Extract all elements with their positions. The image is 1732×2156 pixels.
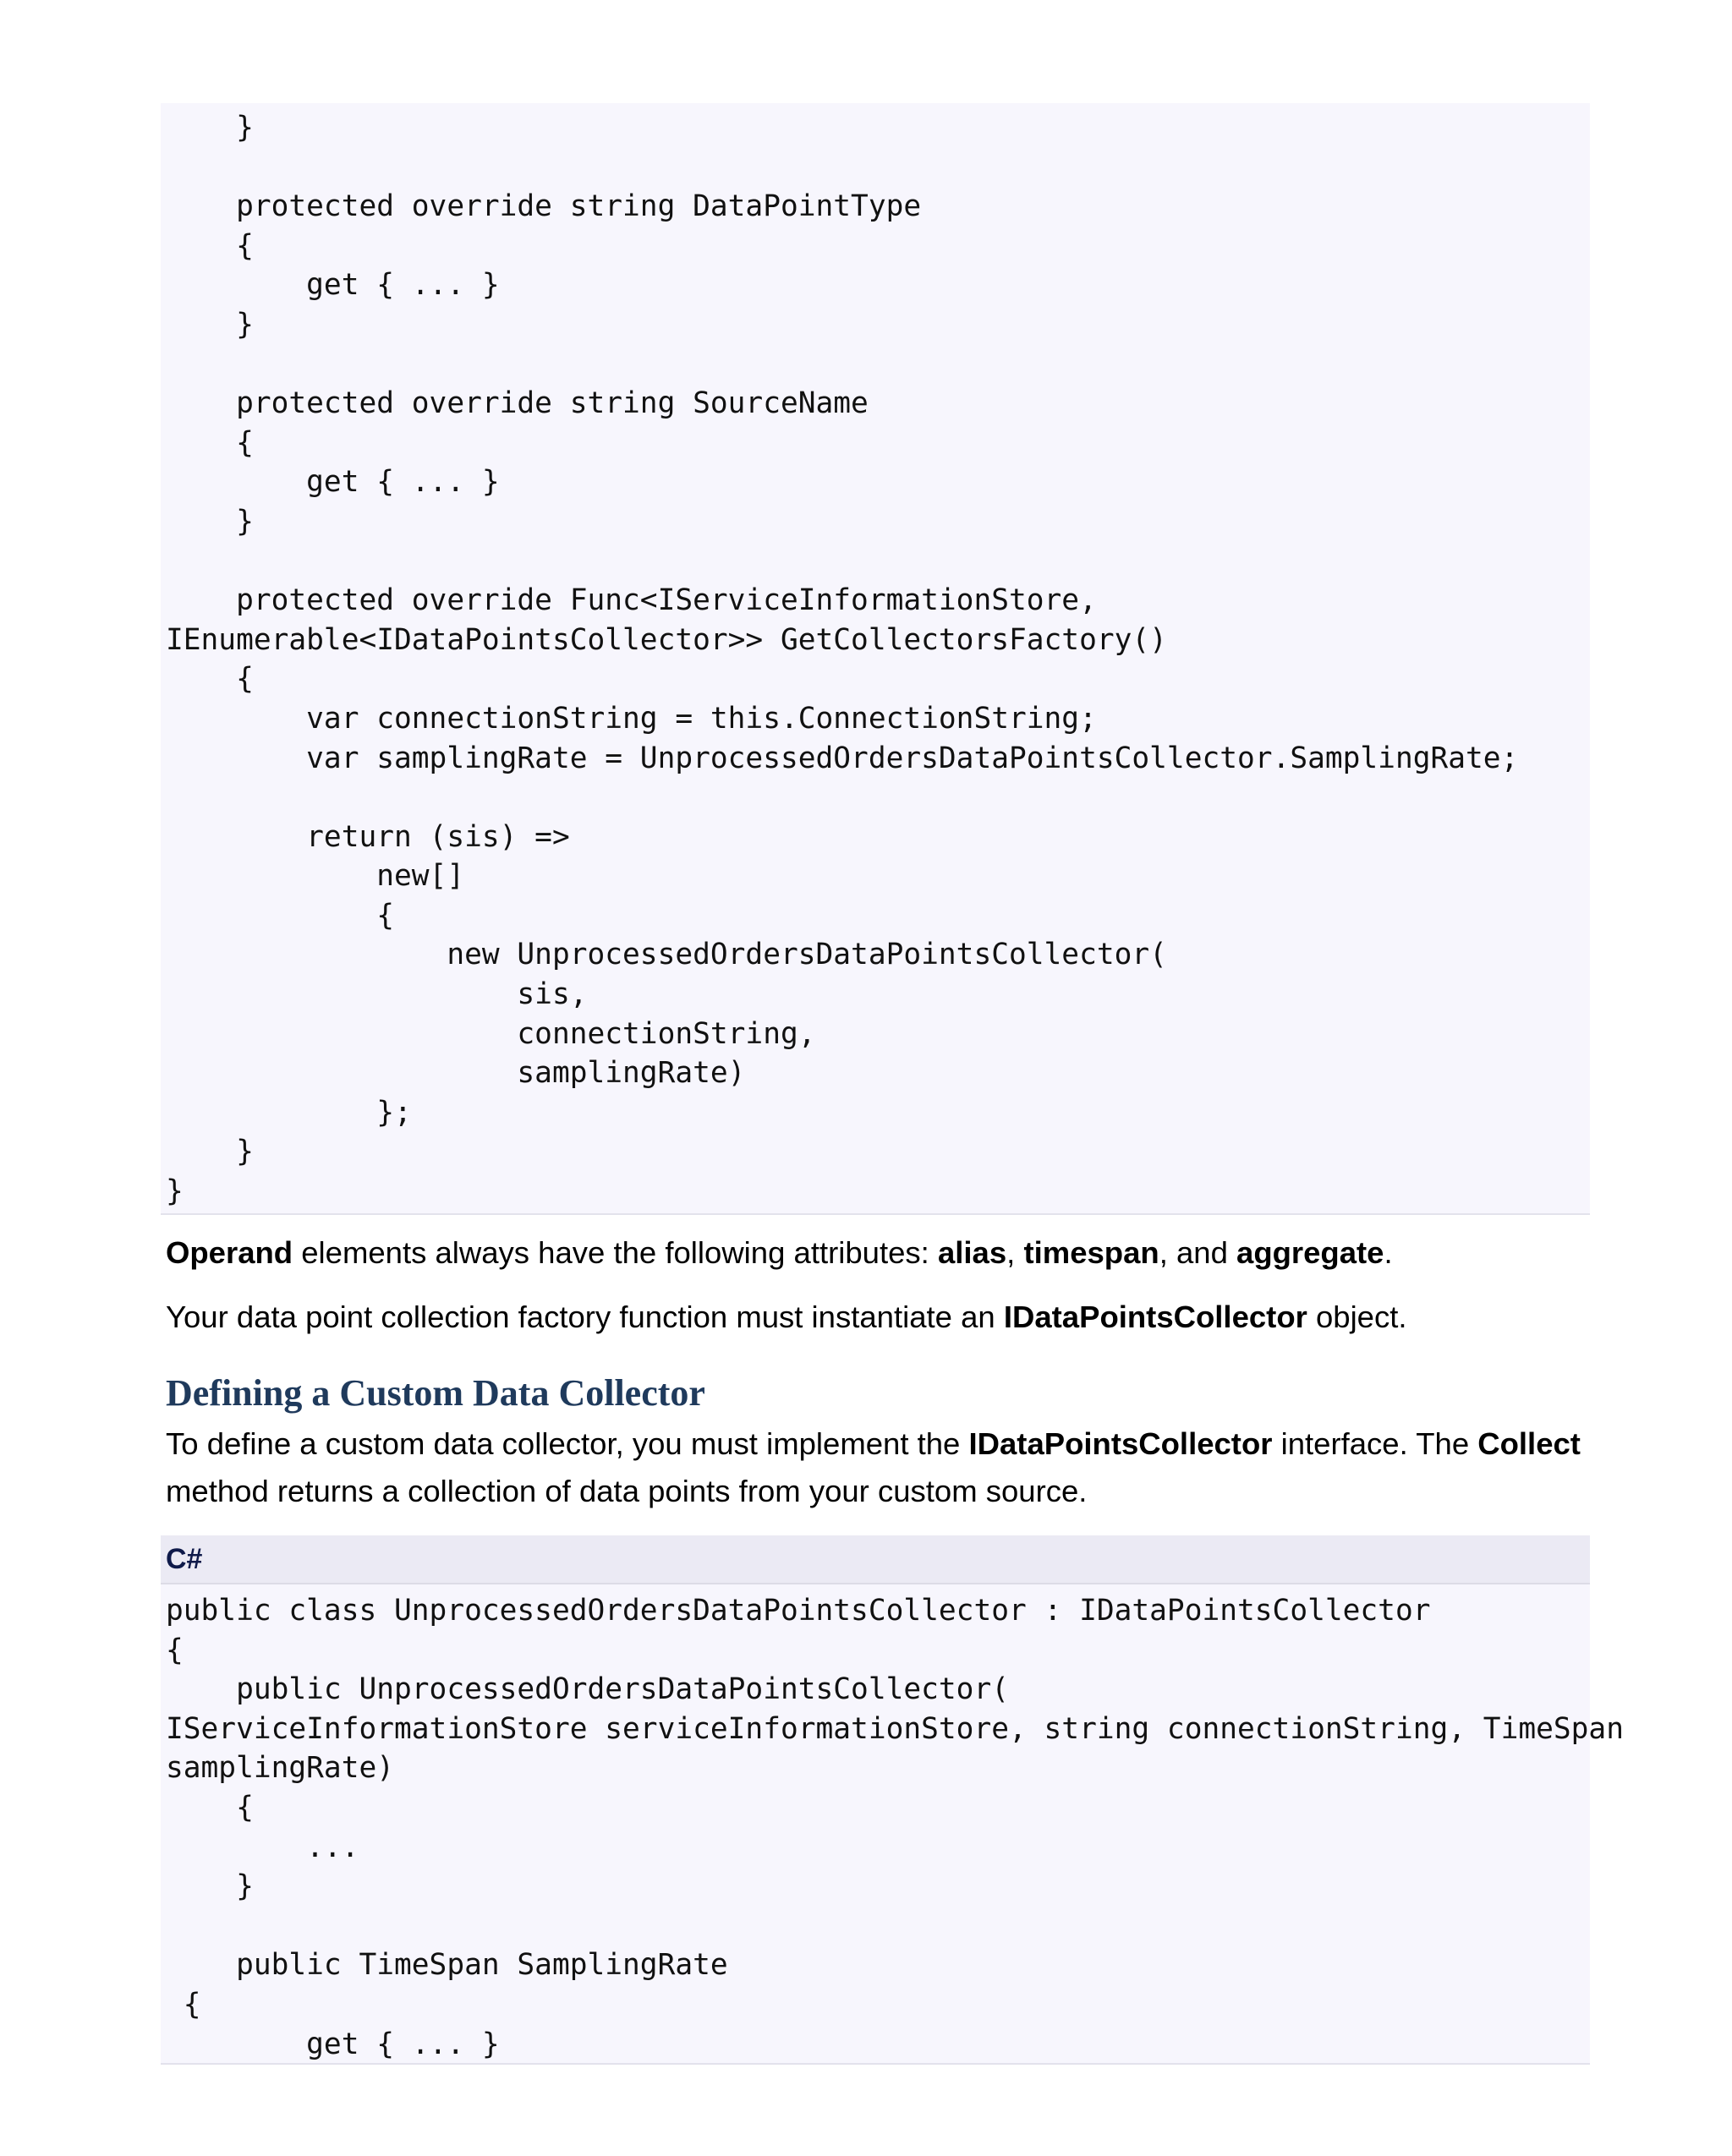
- code-line: samplingRate): [166, 1056, 746, 1091]
- operand-attributes-paragraph: [166, 1229, 1587, 1277]
- code-line: {: [166, 425, 254, 460]
- code-line: var connectionString = this.ConnectionString;: [166, 701, 1097, 736]
- paragraph-text: object.: [1307, 1300, 1407, 1334]
- code-line: var samplingRate = UnprocessedOrdersDataPointsCollector.SamplingRate;: [166, 741, 1519, 775]
- method-term: Collect: [1477, 1426, 1581, 1461]
- code-block-collector: [161, 1584, 1624, 2065]
- code-line: IServiceInformationStore serviceInformationStore, string connectionString, TimeSpan: [166, 1711, 1624, 1746]
- code-language-label: C#: [166, 1543, 203, 1575]
- code-line: get { ... }: [166, 268, 500, 303]
- code-line: }: [166, 504, 254, 539]
- code-line: [166, 1907, 1624, 1946]
- interface-term: IDataPointsCollector: [968, 1426, 1273, 1461]
- code-line: }: [166, 1174, 184, 1209]
- code-line: protected override string DataPointType: [166, 189, 922, 224]
- section-heading: Defining a Custom Data Collector: [166, 1372, 705, 1414]
- code-line: connectionString,: [166, 1016, 816, 1051]
- code-line: samplingRate): [166, 1751, 395, 1786]
- interface-term: IDataPointsCollector: [1003, 1300, 1307, 1334]
- custom-collector-paragraph: [166, 1420, 1587, 1515]
- code-line: [166, 148, 1518, 188]
- alias-term: alias: [937, 1235, 1007, 1270]
- code-line: return (sis) =>: [166, 819, 570, 854]
- operand-term: Operand: [166, 1235, 293, 1270]
- code-line: }: [166, 307, 254, 342]
- code-line: };: [166, 1095, 412, 1130]
- code-line: {: [166, 1987, 201, 2022]
- paragraph-text: elements always have the following attributes:: [293, 1235, 938, 1270]
- code-line: IEnumerable<IDataPointsCollector>> GetCollectorsFactory(): [166, 622, 1167, 657]
- aggregate-term: aggregate: [1236, 1235, 1384, 1270]
- code-line: get { ... }: [166, 2027, 500, 2061]
- code-line: get { ... }: [166, 465, 500, 500]
- code-line: {: [166, 1633, 184, 1667]
- code-listing: [166, 1591, 1624, 2064]
- code-line: public TimeSpan SamplingRate: [166, 1948, 728, 1983]
- code-line: {: [166, 1790, 254, 1825]
- code-block-divider: [161, 1213, 1590, 1215]
- code-line: ...: [166, 1830, 359, 1864]
- code-line: }: [166, 1869, 254, 1904]
- code-listing: [166, 108, 1518, 1212]
- timespan-term: timespan: [1023, 1235, 1159, 1270]
- paragraph-text: .: [1384, 1235, 1393, 1270]
- factory-function-paragraph: [166, 1294, 1587, 1341]
- code-line: }: [166, 111, 254, 145]
- paragraph-text: interface. The: [1272, 1426, 1478, 1461]
- code-line: sis,: [166, 977, 588, 1012]
- paragraph-text: method returns a collection of data points from your custom source.: [166, 1474, 1088, 1508]
- code-line: protected override string SourceName: [166, 386, 869, 421]
- code-line: new UnprocessedOrdersDataPointsCollector(: [166, 938, 1167, 972]
- code-block-factory: [161, 103, 1590, 1215]
- code-line: {: [166, 662, 254, 697]
- code-line: [166, 542, 1518, 582]
- code-block-divider: [161, 2063, 1590, 2065]
- code-line: [166, 345, 1518, 385]
- code-line: protected override Func<IServiceInformationStore,: [166, 583, 1097, 618]
- code-line: public UnprocessedOrdersDataPointsCollector(: [166, 1672, 1009, 1707]
- code-line: {: [166, 898, 395, 933]
- code-line: }: [166, 1135, 254, 1169]
- code-line: [166, 778, 1518, 818]
- paragraph-text: Your data point collection factory function must instantiate an: [166, 1300, 1004, 1334]
- code-line: public class UnprocessedOrdersDataPointsCollector : IDataPointsCollector: [166, 1594, 1431, 1628]
- code-line: new[]: [166, 859, 465, 894]
- code-block-header: [161, 1535, 1590, 1584]
- paragraph-text: To define a custom data collector, you must implement the: [166, 1426, 969, 1461]
- paragraph-text: , and: [1159, 1235, 1237, 1270]
- code-line: {: [166, 228, 254, 263]
- paragraph-text: ,: [1006, 1235, 1024, 1270]
